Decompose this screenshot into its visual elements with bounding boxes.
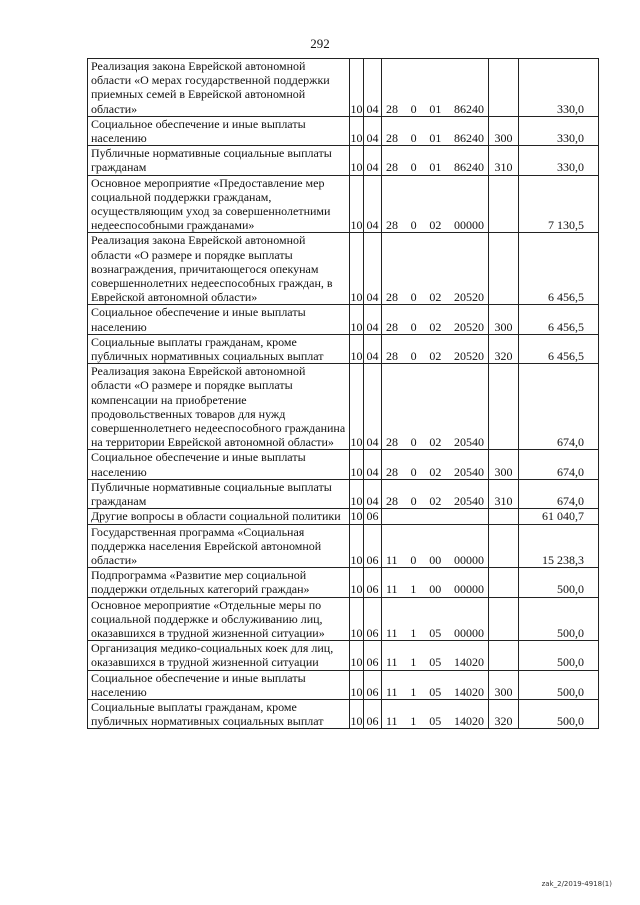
row-name: Социальное обеспечение и иные выплаты населению xyxy=(88,670,350,699)
table-row xyxy=(88,146,599,175)
table-row xyxy=(88,305,599,334)
row-name: Основное мероприятие «Отдельные меры по социальной поддержке и обслуживанию лиц, оказавшихся в трудной жизненной ситуации» xyxy=(88,597,350,641)
row-subsection: 04 xyxy=(364,364,382,450)
row-amount: 500,0 xyxy=(519,670,599,699)
row-name: Организация медико-социальных коек для лиц, оказавшихся в трудной жизненной ситуации xyxy=(88,641,350,670)
row-subsection: 04 xyxy=(364,334,382,363)
target-article-program: 28 xyxy=(386,464,398,479)
table-row xyxy=(88,175,599,233)
row-amount: 500,0 xyxy=(519,641,599,670)
row-subsection: 06 xyxy=(364,670,382,699)
target-article-program: 28 xyxy=(386,101,398,116)
row-amount: 674,0 xyxy=(519,450,599,479)
row-section: 10 xyxy=(350,641,364,670)
target-article-program: 28 xyxy=(386,319,398,334)
target-article-direction: 14020 xyxy=(454,714,484,729)
target-article-direction: 20520 xyxy=(453,349,484,364)
target-article-program: 11 xyxy=(386,625,398,640)
row-amount: 15 238,3 xyxy=(519,524,599,568)
budget-table xyxy=(87,58,599,729)
row-target-article xyxy=(382,59,489,117)
target-article-direction: 00000 xyxy=(454,552,484,567)
row-name: Подпрограмма «Развитие мер социальной поддержки отдельных категорий граждан» xyxy=(88,568,350,597)
row-name: Другие вопросы в области социальной политики xyxy=(88,509,350,524)
table-row xyxy=(88,116,599,145)
row-subsection: 04 xyxy=(364,59,382,117)
target-article-program: 11 xyxy=(386,552,398,567)
row-target-article xyxy=(382,597,489,641)
row-subsection: 06 xyxy=(364,524,382,568)
target-article-event: 01 xyxy=(429,131,442,146)
table-row xyxy=(88,670,599,699)
row-section: 10 xyxy=(350,334,364,363)
table-row xyxy=(88,524,599,568)
target-article-event: 02 xyxy=(429,218,442,233)
row-name: Публичные нормативные социальные выплаты гражданам xyxy=(88,479,350,508)
table-row xyxy=(88,568,599,597)
row-target-article xyxy=(382,116,489,145)
target-article-event: 02 xyxy=(429,494,442,509)
row-target-article xyxy=(382,305,489,334)
row-section: 10 xyxy=(350,116,364,145)
row-section: 10 xyxy=(350,233,364,305)
target-article-subprogram: 0 xyxy=(410,552,417,567)
target-article-event: 00 xyxy=(429,552,442,567)
target-article-direction: 00000 xyxy=(453,218,484,233)
row-amount: 500,0 xyxy=(519,699,599,728)
row-name: Социальное обеспечение и иные выплаты населению xyxy=(88,450,350,479)
row-expense-type xyxy=(489,524,519,568)
target-article-program: 28 xyxy=(386,494,398,509)
row-target-article xyxy=(382,641,489,670)
target-article-program: 28 xyxy=(386,131,398,146)
target-article-subprogram: 1 xyxy=(410,655,417,670)
target-article-direction: 20540 xyxy=(453,494,484,509)
row-expense-type xyxy=(489,597,519,641)
target-article-subprogram: 0 xyxy=(410,160,417,175)
row-expense-type xyxy=(489,509,519,524)
target-article-program: 11 xyxy=(386,655,398,670)
row-expense-type: 320 xyxy=(489,699,519,728)
target-article-program: 11 xyxy=(386,684,398,699)
row-section: 10 xyxy=(350,59,364,117)
row-expense-type: 300 xyxy=(489,116,519,145)
row-name: Реализация закона Еврейской автономной области «О мерах государственной поддержки приемных семей в Еврейской автономной области» xyxy=(88,59,350,117)
row-section: 10 xyxy=(350,479,364,508)
row-target-article xyxy=(382,146,489,175)
row-section: 10 xyxy=(350,568,364,597)
row-name: Реализация закона Еврейской автономной области «О размере и порядке выплаты вознаграждения, причитающегося опекунам совершеннолетних недееспособных граждан, в Еврейской автономной области» xyxy=(88,233,350,305)
row-amount: 61 040,7 xyxy=(519,509,599,524)
table-row xyxy=(88,334,599,363)
target-article-subprogram: 1 xyxy=(410,582,417,597)
row-amount: 674,0 xyxy=(519,364,599,450)
row-expense-type: 310 xyxy=(489,146,519,175)
target-article-event: 05 xyxy=(429,714,442,729)
table-row xyxy=(88,479,599,508)
table-row xyxy=(88,233,599,305)
target-article-program: 28 xyxy=(386,290,398,305)
row-amount: 6 456,5 xyxy=(519,233,599,305)
target-article-program: 28 xyxy=(386,435,398,450)
target-article-subprogram: 0 xyxy=(410,319,417,334)
target-article-subprogram: 0 xyxy=(410,494,417,509)
target-article-event: 00 xyxy=(429,582,442,597)
row-name: Реализация закона Еврейской автономной области «О размере и порядке выплаты компенсации на приобретение продовольственных товаров для нужд совершеннолетнего недееспособного гражданина на территории Еврейской автономной области» xyxy=(88,364,350,450)
row-subsection: 04 xyxy=(364,116,382,145)
row-target-article xyxy=(382,524,489,568)
row-section: 10 xyxy=(350,450,364,479)
row-subsection: 06 xyxy=(364,699,382,728)
row-name: Социальное обеспечение и иные выплаты населению xyxy=(88,116,350,145)
row-amount: 7 130,5 xyxy=(519,175,599,233)
row-target-article xyxy=(382,334,489,363)
row-target-article xyxy=(382,568,489,597)
row-section: 10 xyxy=(350,670,364,699)
target-article-event: 02 xyxy=(429,349,442,364)
target-article-program: 28 xyxy=(386,218,398,233)
row-section: 10 xyxy=(350,146,364,175)
row-subsection: 06 xyxy=(364,597,382,641)
row-expense-type xyxy=(489,175,519,233)
target-article-event: 02 xyxy=(429,435,442,450)
row-target-article xyxy=(382,450,489,479)
row-section: 10 xyxy=(350,175,364,233)
table-row xyxy=(88,641,599,670)
row-target-article xyxy=(382,233,489,305)
row-name: Социальное обеспечение и иные выплаты населению xyxy=(88,305,350,334)
table-row xyxy=(88,699,599,728)
target-article-event: 02 xyxy=(429,290,442,305)
row-subsection: 06 xyxy=(364,641,382,670)
row-amount: 6 456,5 xyxy=(519,334,599,363)
row-expense-type: 310 xyxy=(489,479,519,508)
row-name: Государственная программа «Социальная поддержка населения Еврейской автономной области» xyxy=(88,524,350,568)
target-article-subprogram: 0 xyxy=(410,290,417,305)
row-section: 10 xyxy=(350,509,363,524)
table-row xyxy=(88,509,599,524)
row-expense-type: 300 xyxy=(489,670,519,699)
row-amount: 500,0 xyxy=(519,597,599,641)
row-amount: 330,0 xyxy=(519,59,599,117)
row-section: 10 xyxy=(350,597,364,641)
row-expense-type: 300 xyxy=(489,450,519,479)
row-subsection: 04 xyxy=(364,479,382,508)
target-article-direction: 20520 xyxy=(453,319,484,334)
target-article-direction: 86240 xyxy=(453,101,484,116)
target-article-subprogram: 0 xyxy=(410,349,417,364)
row-target-article xyxy=(382,699,489,728)
row-name: Социальные выплаты гражданам, кроме публичных нормативных социальных выплат xyxy=(88,699,350,728)
target-article-direction: 86240 xyxy=(453,160,484,175)
target-article-event: 01 xyxy=(429,160,442,175)
target-article-subprogram: 1 xyxy=(410,714,417,729)
row-expense-type: 300 xyxy=(489,305,519,334)
page-number: 292 xyxy=(310,36,330,51)
target-article-direction: 14020 xyxy=(454,684,484,699)
row-name: Социальные выплаты гражданам, кроме публичных нормативных социальных выплат xyxy=(88,334,350,363)
table-row xyxy=(88,450,599,479)
target-article-subprogram: 1 xyxy=(410,684,417,699)
row-subsection: 04 xyxy=(364,233,382,305)
row-section: 10 xyxy=(350,305,364,334)
row-target-article xyxy=(382,175,489,233)
row-target-article xyxy=(382,479,489,508)
target-article-direction: 86240 xyxy=(453,131,484,146)
target-article-subprogram: 0 xyxy=(410,218,417,233)
row-expense-type xyxy=(489,233,519,305)
row-expense-type xyxy=(489,641,519,670)
target-article-program: 28 xyxy=(386,349,398,364)
row-subsection: 04 xyxy=(364,146,382,175)
document-code: zak_2/2019-4918(1) xyxy=(541,880,612,888)
row-subsection: 06 xyxy=(364,568,382,597)
row-target-article xyxy=(382,509,489,524)
table-row xyxy=(88,59,599,117)
target-article-direction: 00000 xyxy=(454,582,484,597)
row-amount: 330,0 xyxy=(519,146,599,175)
target-article-subprogram: 1 xyxy=(410,625,417,640)
row-target-article xyxy=(382,670,489,699)
row-name: Основное мероприятие «Предоставление мер социальной поддержки гражданам, осуществляющим уход за совершеннолетними недееспособными гражданами» xyxy=(88,175,350,233)
row-amount: 330,0 xyxy=(519,116,599,145)
row-amount: 6 456,5 xyxy=(519,305,599,334)
target-article-direction: 20540 xyxy=(453,464,484,479)
target-article-subprogram: 0 xyxy=(410,464,417,479)
target-article-program: 11 xyxy=(386,714,398,729)
row-section: 10 xyxy=(350,524,364,568)
row-subsection: 04 xyxy=(364,450,382,479)
row-section: 10 xyxy=(350,699,364,728)
budget-table-body xyxy=(88,59,599,729)
target-article-event: 05 xyxy=(429,625,442,640)
target-article-direction: 20520 xyxy=(453,290,484,305)
target-article-direction: 00000 xyxy=(454,625,484,640)
row-target-article xyxy=(382,364,489,450)
row-name: Публичные нормативные социальные выплаты гражданам xyxy=(88,146,350,175)
row-section: 10 xyxy=(350,364,364,450)
target-article-program: 11 xyxy=(386,582,398,597)
target-article-subprogram: 0 xyxy=(410,435,417,450)
target-article-event: 05 xyxy=(429,655,442,670)
target-article-event: 05 xyxy=(429,684,442,699)
row-amount: 500,0 xyxy=(519,568,599,597)
target-article-subprogram: 0 xyxy=(410,101,417,116)
target-article-direction: 20540 xyxy=(453,435,484,450)
row-subsection: 04 xyxy=(364,175,382,233)
target-article-program: 28 xyxy=(386,160,398,175)
row-amount: 674,0 xyxy=(519,479,599,508)
target-article-direction: 14020 xyxy=(454,655,484,670)
row-expense-type xyxy=(489,59,519,117)
row-expense-type: 320 xyxy=(489,334,519,363)
target-article-subprogram: 0 xyxy=(410,131,417,146)
target-article-event: 02 xyxy=(429,464,442,479)
target-article-event: 02 xyxy=(429,319,442,334)
table-row xyxy=(88,597,599,641)
row-subsection: 04 xyxy=(364,305,382,334)
table-row xyxy=(88,364,599,450)
row-expense-type xyxy=(489,364,519,450)
target-article-event: 01 xyxy=(429,101,442,116)
row-subsection: 06 xyxy=(364,509,382,524)
row-expense-type xyxy=(489,568,519,597)
